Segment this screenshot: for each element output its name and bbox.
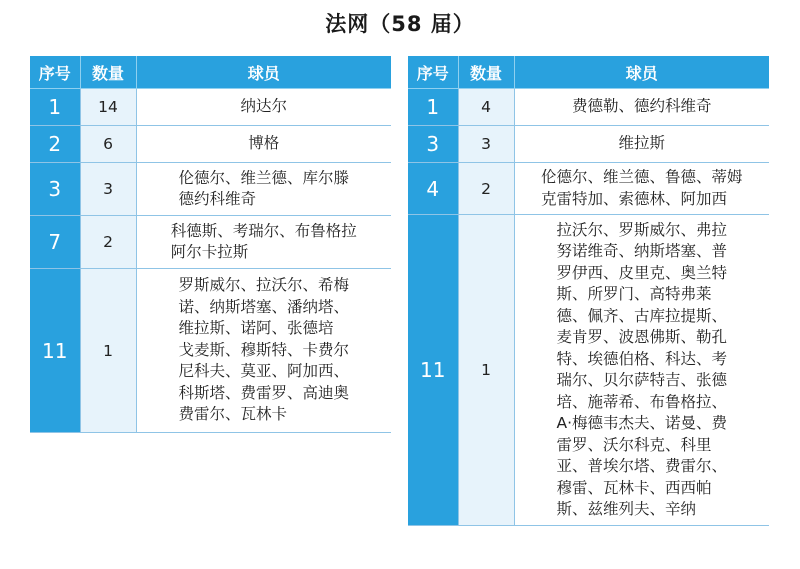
players-cell xyxy=(514,163,769,215)
player-line: 斯、所罗门、高特弗莱 xyxy=(556,285,712,303)
player-line: 诺、纳斯塔塞、潘纳塔、 xyxy=(178,297,349,316)
header-players: 球员 xyxy=(514,56,769,89)
player-line: 尼科夫、莫亚、阿加西、 xyxy=(178,362,349,381)
player-line: 培、施蒂希、布鲁格拉、 xyxy=(556,392,727,411)
order-cell: 1 xyxy=(408,89,458,126)
table-row xyxy=(30,126,391,163)
table-row xyxy=(408,89,769,126)
count-cell: 1 xyxy=(458,215,514,526)
table-row xyxy=(408,126,769,163)
header-order: 序号 xyxy=(408,56,458,89)
players-cell xyxy=(136,269,391,433)
player-line: 费雷尔、瓦林卡 xyxy=(178,405,287,424)
players-cell xyxy=(136,89,391,126)
header-players: 球员 xyxy=(136,56,391,89)
header-row xyxy=(408,56,769,89)
player-line: 穆雷、瓦林卡、西西帕 xyxy=(556,478,712,497)
table-row xyxy=(408,163,769,215)
player-line: 博格 xyxy=(248,134,280,153)
player-line: 戈麦斯、穆斯特、卡费尔 xyxy=(178,340,349,359)
player-line: 德、佩齐、古库拉提斯、 xyxy=(556,306,727,325)
player-line: 维拉斯、诺阿、张德培 xyxy=(178,319,334,338)
order-cell: 7 xyxy=(30,216,80,269)
player-line: 克雷特加、索德林、阿加西 xyxy=(540,189,727,208)
player-line: 斯、兹维列夫、辛纳 xyxy=(556,500,696,518)
table-row xyxy=(30,163,391,216)
table-row xyxy=(30,269,391,433)
order-cell: 11 xyxy=(408,215,458,526)
order-cell: 1 xyxy=(30,89,80,126)
player-line: A·梅德韦杰夫、诺曼、费 xyxy=(556,414,728,432)
order-cell: 3 xyxy=(30,163,80,216)
order-cell: 3 xyxy=(408,126,458,163)
player-line: 亚、普埃尔塔、费雷尔、 xyxy=(556,457,727,475)
player-line: 德约科维奇 xyxy=(178,190,256,208)
player-line: 雷罗、沃尔科克、科里 xyxy=(556,435,712,454)
count-cell: 14 xyxy=(80,89,136,126)
player-line: 纳达尔 xyxy=(240,97,287,116)
player-line: 伦德尔、维兰德、库尔滕 xyxy=(178,168,349,187)
players-cell xyxy=(136,126,391,163)
count-cell: 4 xyxy=(458,89,514,126)
players-cell xyxy=(136,216,391,269)
player-line: 麦肯罗、波恩佛斯、勒孔 xyxy=(556,328,727,346)
player-line: 科斯塔、费雷罗、高迪奥 xyxy=(178,383,349,402)
count-cell: 3 xyxy=(80,163,136,216)
players-cell xyxy=(514,215,769,526)
left-table xyxy=(30,56,391,433)
player-line: 拉沃尔、罗斯威尔、弗拉 xyxy=(556,220,727,239)
header-row xyxy=(30,56,391,89)
player-line: 罗伊西、皮里克、奥兰特 xyxy=(556,263,727,282)
player-line: 伦德尔、维兰德、鲁德、蒂姆 xyxy=(540,168,743,186)
player-line: 努诺维奇、纳斯塔塞、普 xyxy=(556,242,727,260)
player-line: 费德勒、德约科维奇 xyxy=(571,97,712,116)
count-cell: 1 xyxy=(80,269,136,433)
header-count: 数量 xyxy=(458,56,514,89)
player-line: 罗斯威尔、拉沃尔、希梅 xyxy=(178,276,349,295)
player-line: 维拉斯 xyxy=(618,134,665,153)
table-row xyxy=(408,215,769,526)
order-cell: 11 xyxy=(30,269,80,433)
players-cell xyxy=(514,89,769,126)
player-line: 瑞尔、贝尔萨特吉、张德 xyxy=(556,371,727,389)
order-cell: 2 xyxy=(30,126,80,163)
count-cell: 2 xyxy=(458,163,514,215)
player-line: 阿尔卡拉斯 xyxy=(170,243,249,261)
player-line: 特、埃德伯格、科达、考 xyxy=(556,349,727,368)
table-row xyxy=(30,216,391,269)
header-count: 数量 xyxy=(80,56,136,89)
count-cell: 2 xyxy=(80,216,136,269)
player-line: 科德斯、考瑞尔、布鲁格拉 xyxy=(170,221,357,240)
order-cell: 4 xyxy=(408,163,458,215)
count-cell: 3 xyxy=(458,126,514,163)
players-cell xyxy=(136,163,391,216)
table-row xyxy=(30,89,391,126)
count-cell: 6 xyxy=(80,126,136,163)
players-cell xyxy=(514,126,769,163)
right-table xyxy=(408,56,769,526)
page-title: 法网（58 届） xyxy=(325,12,475,36)
header-order: 序号 xyxy=(30,56,80,89)
